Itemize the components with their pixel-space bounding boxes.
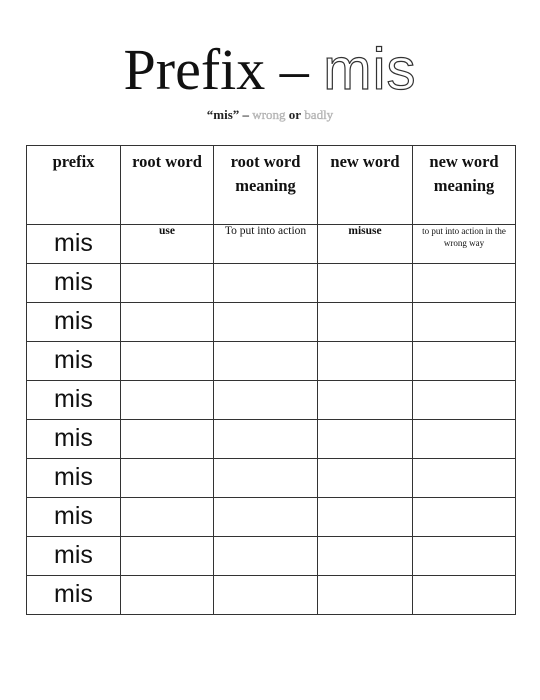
table-row (27, 537, 516, 576)
prefix-cell: mis (27, 576, 121, 615)
root-word-meaning-cell[interactable] (214, 303, 318, 342)
subtitle-meaning-badly: badly (304, 107, 334, 122)
root-word-meaning-cell[interactable] (214, 342, 318, 381)
table-row (27, 498, 516, 537)
new-word-cell[interactable] (318, 537, 413, 576)
prefix-cell: mis (27, 498, 121, 537)
new-word-meaning-cell[interactable] (413, 459, 516, 498)
table-row (27, 381, 516, 420)
header-root-word-meaning: root word meaning (214, 146, 318, 225)
root-word-cell[interactable] (121, 342, 214, 381)
header-root-word: root word (121, 146, 214, 225)
new-word-meaning-cell[interactable] (413, 420, 516, 459)
root-word-meaning-cell[interactable] (214, 420, 318, 459)
new-word-cell[interactable] (318, 264, 413, 303)
root-word-meaning-cell[interactable] (214, 498, 318, 537)
table-row (27, 420, 516, 459)
example-row (27, 225, 516, 264)
new-word-cell[interactable] (318, 381, 413, 420)
new-word-meaning-cell[interactable] (413, 342, 516, 381)
subtitle-or: or (288, 107, 302, 122)
worksheet-title (0, 38, 540, 102)
subtitle-quote: “mis” – (206, 107, 250, 122)
example-new-meaning: to put into action in the wrong way (413, 225, 516, 264)
root-word-meaning-cell[interactable] (214, 576, 318, 615)
prefix-worksheet-table (26, 145, 516, 615)
prefix-cell: mis (27, 264, 121, 303)
new-word-meaning-cell[interactable] (413, 576, 516, 615)
new-word-meaning-cell[interactable] (413, 498, 516, 537)
table-row (27, 303, 516, 342)
table-row (27, 459, 516, 498)
example-new-word: misuse (318, 225, 413, 264)
worksheet-subtitle (0, 107, 540, 123)
root-word-meaning-cell[interactable] (214, 381, 318, 420)
root-word-cell[interactable] (121, 498, 214, 537)
table-row (27, 342, 516, 381)
root-word-cell[interactable] (121, 303, 214, 342)
root-word-cell[interactable] (121, 264, 214, 303)
root-word-cell[interactable] (121, 420, 214, 459)
prefix-cell: mis (27, 420, 121, 459)
prefix-cell: mis (27, 459, 121, 498)
root-word-cell[interactable] (121, 576, 214, 615)
title-prefix-text: Prefix – (123, 37, 324, 102)
header-prefix: prefix (27, 146, 121, 225)
root-word-cell[interactable] (121, 381, 214, 420)
root-word-cell[interactable] (121, 459, 214, 498)
new-word-cell[interactable] (318, 459, 413, 498)
example-root-meaning: To put into action (214, 225, 318, 264)
new-word-meaning-cell[interactable] (413, 264, 516, 303)
header-new-word-meaning: new word meaning (413, 146, 516, 225)
new-word-cell[interactable] (318, 498, 413, 537)
title-outlined-mis: mis (323, 37, 417, 102)
new-word-meaning-cell[interactable] (413, 381, 516, 420)
header-row (27, 146, 516, 225)
example-root-word: use (121, 225, 214, 264)
new-word-cell[interactable] (318, 342, 413, 381)
new-word-cell[interactable] (318, 420, 413, 459)
new-word-cell[interactable] (318, 576, 413, 615)
subtitle-meaning-wrong: wrong (252, 107, 286, 122)
prefix-cell: mis (27, 342, 121, 381)
prefix-cell: mis (27, 381, 121, 420)
new-word-meaning-cell[interactable] (413, 303, 516, 342)
new-word-meaning-cell[interactable] (413, 537, 516, 576)
header-new-word: new word (318, 146, 413, 225)
root-word-meaning-cell[interactable] (214, 537, 318, 576)
table-row (27, 576, 516, 615)
table-row (27, 264, 516, 303)
example-prefix-cell: mis (27, 225, 121, 264)
new-word-cell[interactable] (318, 303, 413, 342)
prefix-cell: mis (27, 537, 121, 576)
prefix-cell: mis (27, 303, 121, 342)
root-word-meaning-cell[interactable] (214, 264, 318, 303)
root-word-cell[interactable] (121, 537, 214, 576)
root-word-meaning-cell[interactable] (214, 459, 318, 498)
